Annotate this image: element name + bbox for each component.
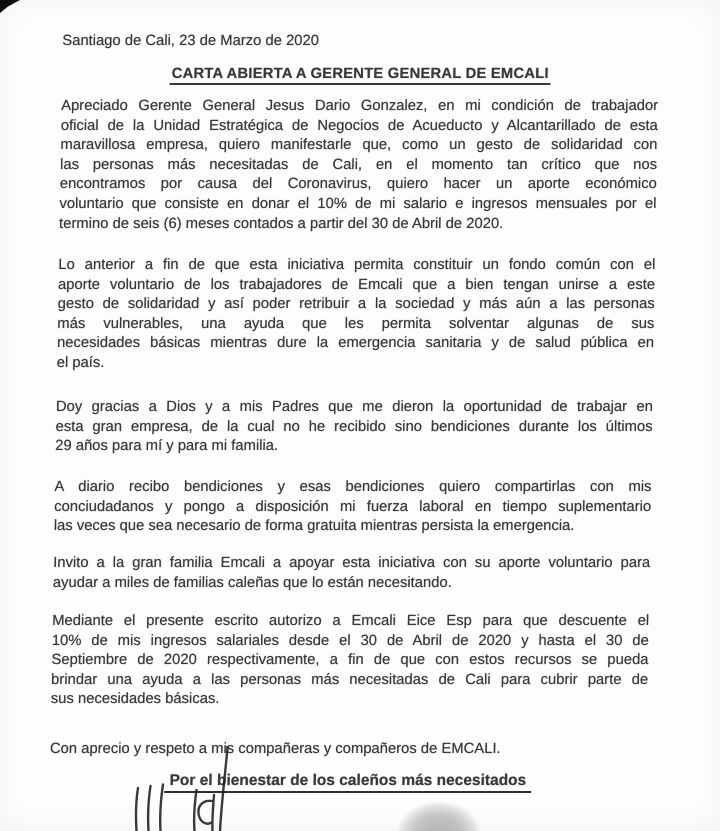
paragraph-line: Mediante el presente escrito autorizo a Emcali Eice Esp para que descuente el [52, 613, 650, 629]
paragraph [56, 256, 655, 374]
paragraph-line: Invito a la gran familia Emcali a apoyar esta iniciativa con su aporte voluntario para [53, 555, 651, 571]
paragraph-line: Lo anterior a fin de que esta iniciativa permita constituir un fondo común con el [58, 257, 656, 273]
paragraph-line: conciudadanos y pongo a disposición mi fuerza laboral en tiempo suplementario [54, 498, 652, 515]
paragraph-line: gesto de solidaridad y así poder retribuir a la sociedad y más aún a las personas [57, 296, 655, 313]
paragraph-line: sus necesidades básicas. [50, 691, 220, 708]
paragraph [54, 478, 652, 537]
paragraph-line: A diario recibo bendiciones y esas bendiciones quiero compartirlas con mis [54, 479, 652, 495]
paragraph-line: encontramos por causa del Coronavirus, quiero hacer un aporte económico [59, 176, 657, 193]
slogan-row [49, 771, 646, 791]
paragraph-line: maravillosa empresa, quiero manifestarle que, como un gesto de solidaridad con [60, 137, 658, 154]
paragraph-line: Septiembre de 2020 respectivamente, a fin de que con estos recursos se pueda [51, 652, 649, 669]
paragraph-line: 29 años para mí y para mi familia. [55, 438, 279, 455]
paragraph-line: las veces que sea necesario de forma gratuita mientras persista la emergencia. [53, 518, 575, 535]
letter-title: CARTA ABIERTA A GERENTE GENERAL DE EMCALI [170, 66, 551, 85]
slogan-text: Por el bienestar de los caleños más necesitados [164, 772, 531, 793]
letter-date: Santiago de Cali, 23 de Marzo de 2020 [62, 33, 320, 49]
paragraph-line: ayudar a miles de familias caleñas que lo están necesitando. [52, 574, 452, 591]
closing-line: Con aprecio y respeto a mis compañeras y compañeros de EMCALI. [49, 741, 501, 757]
paragraph-line: oficial de la Unidad Estratégica de Negocios de Acueducto y Alcantarillado de esta [60, 117, 658, 134]
paragraph-line: más vulnerables, una ayuda que les permita solventar algunas de sus [57, 315, 655, 332]
paragraph [59, 97, 658, 234]
paragraph-line: Doy gracias a Dios y a mis Padres que me dieron la oportunidad de trabajar en [55, 399, 654, 415]
paragraph-line: voluntario que consiste en donar el 10% de mi salario e ingresos mensuales por el [59, 195, 657, 212]
paragraph [51, 612, 650, 710]
paragraph-line: el país. [56, 354, 105, 371]
paragraph-line: termino de seis (6) meses contados a partir del 30 de Abril de 2020. [58, 215, 504, 232]
paragraph-line: aporte voluntario de los trabajadores de Emcali que a bien tengan unirse a este [57, 276, 656, 293]
paragraph-line: las personas más necesitadas de Cali, en el momento tan crítico que nos [59, 156, 658, 173]
paragraph-line: Apreciado Gerente General Jesus Dario Gonzalez, en mi condición de trabajador [61, 98, 659, 114]
paragraph [53, 554, 651, 593]
paragraph-line: esta gran empresa, de la cual no he recibido sino bendiciones durante los últimos [55, 418, 653, 435]
paragraph-line: brindar una ayuda a las personas más necesitadas de Cali para cubrir parte de [50, 671, 649, 688]
paragraph-line: necesidades básicas mientras dure la emergencia sanitaria y de salud pública en [56, 335, 655, 352]
letter-title-row [62, 65, 659, 85]
paragraph [55, 398, 653, 457]
paragraph-line: 10% de mis ingresos salariales desde el 30 de Abril de 2020 y hasta el 30 de [51, 632, 649, 649]
